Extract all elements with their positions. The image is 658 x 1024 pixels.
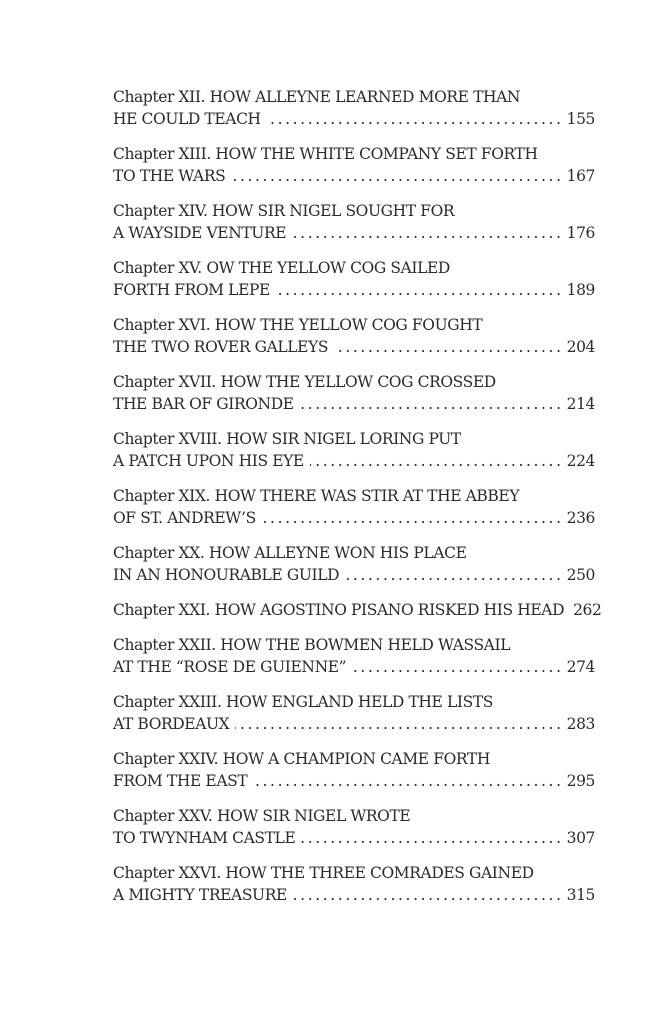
chapter-title-line: Chapter XIII. HOW THE WHITE COMPANY SET FORTH bbox=[113, 145, 538, 163]
chapter-title-line: AT BORDEAUX bbox=[113, 715, 230, 733]
chapter-title-line: A MIGHTY TREASURE bbox=[113, 886, 287, 904]
chapter-title-line: FORTH FROM LEPE bbox=[113, 281, 270, 299]
chapter-title-line: Chapter XXII. HOW THE BOWMEN HELD WASSAIL bbox=[113, 636, 511, 654]
dot-leader bbox=[293, 884, 564, 906]
chapter-title-line: FROM THE EAST bbox=[113, 772, 248, 790]
chapter-title-line: Chapter XVIII. HOW SIR NIGEL LORING PUT bbox=[113, 430, 461, 448]
chapter-title-line: AT THE “ROSE DE GUIENNE” bbox=[113, 658, 347, 676]
page-number: 250 bbox=[566, 566, 595, 584]
table-of-contents bbox=[113, 86, 602, 919]
chapter-title-line: Chapter XXV. HOW SIR NIGEL WROTE bbox=[113, 807, 411, 825]
toc-entry-xxiv[interactable] bbox=[113, 748, 595, 792]
dot-leader bbox=[301, 827, 563, 849]
dot-leader bbox=[262, 507, 564, 529]
page-number: 307 bbox=[566, 829, 595, 847]
page-number: 315 bbox=[566, 886, 595, 904]
chapter-title-line: Chapter XIX. HOW THERE WAS STIR AT THE ABBEY bbox=[113, 487, 520, 505]
chapter-title-line: Chapter XXIV. HOW A CHAMPION CAME FORTH bbox=[113, 750, 490, 768]
toc-entry-xvi[interactable] bbox=[113, 314, 595, 358]
dot-leader bbox=[231, 165, 563, 187]
chapter-title-line: OF ST. ANDREW’S bbox=[113, 509, 256, 527]
dot-leader bbox=[300, 393, 564, 415]
dot-leader bbox=[253, 770, 563, 792]
dot-leader bbox=[292, 222, 563, 244]
page-number: 295 bbox=[566, 772, 595, 790]
chapter-title-line: THE BAR OF GIRONDE bbox=[113, 395, 294, 413]
toc-entry-xxiii[interactable] bbox=[113, 691, 595, 735]
dot-leader bbox=[267, 108, 564, 130]
dot-leader bbox=[334, 336, 563, 358]
dot-leader bbox=[352, 656, 563, 678]
page-number: 283 bbox=[566, 715, 595, 733]
page-number: 224 bbox=[566, 452, 595, 470]
dot-leader bbox=[310, 450, 564, 472]
chapter-title-line: Chapter XX. HOW ALLEYNE WON HIS PLACE bbox=[113, 544, 467, 562]
toc-entry-xviii[interactable] bbox=[113, 428, 595, 472]
chapter-title-line: TO TWYNHAM CASTLE bbox=[113, 829, 296, 847]
toc-entry-xiii[interactable] bbox=[113, 143, 595, 187]
chapter-title-line: Chapter XXVI. HOW THE THREE COMRADES GAINED bbox=[113, 864, 534, 882]
toc-entry-xix[interactable] bbox=[113, 485, 595, 529]
page-number: 176 bbox=[566, 224, 595, 242]
page-number: 189 bbox=[566, 281, 595, 299]
toc-entry-xii[interactable] bbox=[113, 86, 595, 130]
chapter-title-line: IN AN HONOURABLE GUILD bbox=[113, 566, 340, 584]
toc-entry-xxi[interactable] bbox=[113, 599, 602, 621]
chapter-title-line: Chapter XXI. HOW AGOSTINO PISANO RISKED HIS HEAD bbox=[113, 601, 565, 619]
chapter-title-line: Chapter XVI. HOW THE YELLOW COG FOUGHT bbox=[113, 316, 483, 334]
chapter-title-line: Chapter XIV. HOW SIR NIGEL SOUGHT FOR bbox=[113, 202, 455, 220]
toc-entry-xxv[interactable] bbox=[113, 805, 595, 849]
chapter-title-line: A PATCH UPON HIS EYE bbox=[113, 452, 304, 470]
dot-leader bbox=[345, 564, 563, 586]
toc-entry-xxii[interactable] bbox=[113, 634, 595, 678]
page-number: 274 bbox=[566, 658, 595, 676]
chapter-title-line: TO THE WARS bbox=[113, 167, 226, 185]
page-number: 214 bbox=[566, 395, 595, 413]
chapter-title-line: Chapter XVII. HOW THE YELLOW COG CROSSED bbox=[113, 373, 496, 391]
chapter-title-line: Chapter XXIII. HOW ENGLAND HELD THE LISTS bbox=[113, 693, 493, 711]
chapter-title-line: Chapter XV. OW THE YELLOW COG SAILED bbox=[113, 259, 450, 277]
page-number: 236 bbox=[566, 509, 595, 527]
dot-leader bbox=[276, 279, 564, 301]
toc-entry-xx[interactable] bbox=[113, 542, 595, 586]
chapter-title-line: Chapter XII. HOW ALLEYNE LEARNED MORE THAN bbox=[113, 88, 521, 106]
toc-entry-xxvi[interactable] bbox=[113, 862, 595, 906]
page-number: 167 bbox=[566, 167, 595, 185]
chapter-title-line: THE TWO ROVER GALLEYS bbox=[113, 338, 329, 356]
chapter-title-line: HE COULD TEACH bbox=[113, 110, 261, 128]
toc-entry-xvii[interactable] bbox=[113, 371, 595, 415]
page-number: 262 bbox=[573, 601, 602, 619]
toc-entry-xiv[interactable] bbox=[113, 200, 595, 244]
toc-entry-xv[interactable] bbox=[113, 257, 595, 301]
dot-leader bbox=[235, 713, 563, 735]
page-number: 155 bbox=[566, 110, 595, 128]
page-number: 204 bbox=[566, 338, 595, 356]
chapter-title-line: A WAYSIDE VENTURE bbox=[113, 224, 287, 242]
